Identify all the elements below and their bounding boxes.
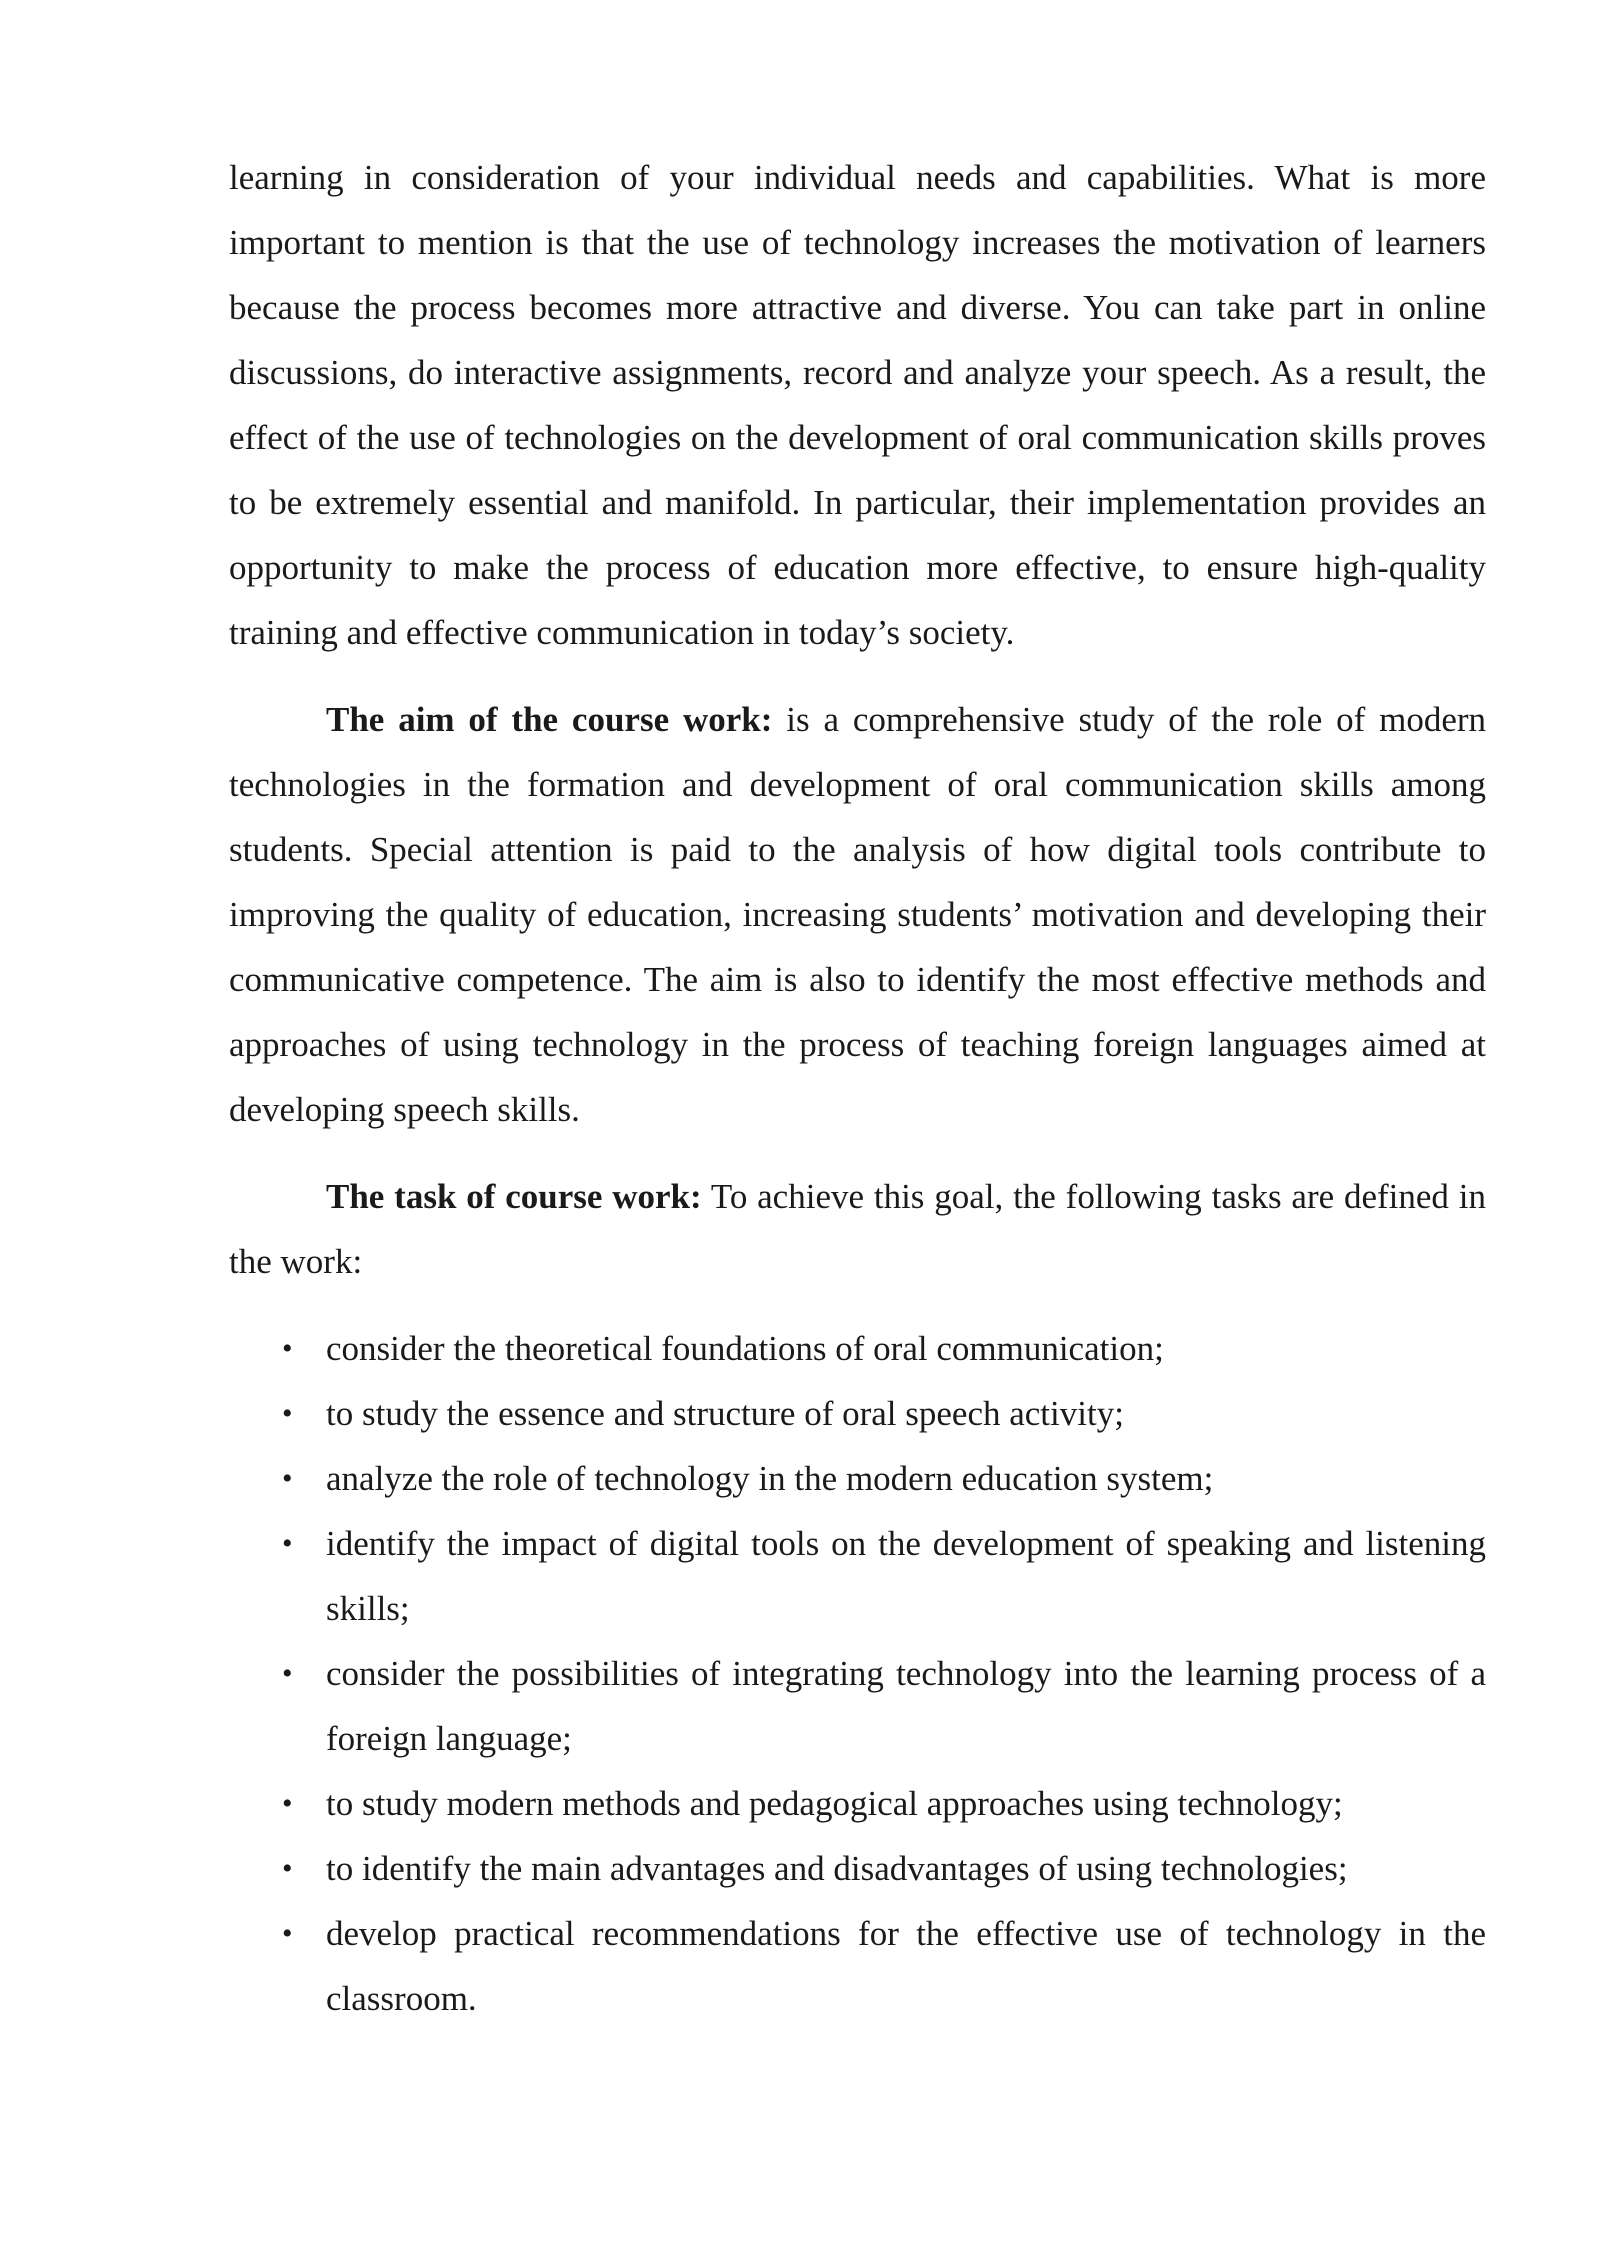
list-item xyxy=(229,1316,1486,1381)
bullet-icon: • xyxy=(282,1657,293,1690)
list-item xyxy=(229,1836,1486,1901)
task-heading: The task of course work: xyxy=(326,1177,702,1216)
list-item xyxy=(229,1641,1486,1771)
list-item-text: to study modern methods and pedagogical approaches using technology; xyxy=(326,1784,1343,1823)
list-item-text: to identify the main advantages and disadvantages of using technologies; xyxy=(326,1849,1348,1888)
list-item-text: develop practical recommendations for the effective use of technology in the classroom. xyxy=(326,1914,1486,2018)
bullet-icon: • xyxy=(282,1852,293,1885)
bullet-icon: • xyxy=(282,1527,293,1560)
task-text: To achieve this goal, the following tasks are defined in the work: xyxy=(229,1177,1486,1281)
bullet-icon: • xyxy=(282,1787,293,1820)
task-paragraph xyxy=(229,1164,1486,1294)
list-item xyxy=(229,1446,1486,1511)
aim-paragraph xyxy=(229,687,1486,1142)
document-page xyxy=(229,145,1486,2031)
aim-heading: The aim of the course work: xyxy=(326,700,773,739)
list-item-text: identify the impact of digital tools on the development of speaking and listening skills; xyxy=(326,1524,1486,1628)
list-item-text: consider the possibilities of integrating technology into the learning process of a foreign language; xyxy=(326,1654,1486,1758)
list-item-text: consider the theoretical foundations of oral communication; xyxy=(326,1329,1164,1368)
bullet-icon: • xyxy=(282,1332,293,1365)
bullet-icon: • xyxy=(282,1462,293,1495)
bullet-icon: • xyxy=(282,1917,293,1950)
list-item xyxy=(229,1381,1486,1446)
tasks-list xyxy=(229,1316,1486,2031)
list-item xyxy=(229,1771,1486,1836)
list-item-text: analyze the role of technology in the modern education system; xyxy=(326,1459,1214,1498)
list-item xyxy=(229,1511,1486,1641)
intro-paragraph: learning in consideration of your individual needs and capabilities. What is more important to mention is that the use of technology increases the motivation of learners because the process becomes more attractive and diverse. You can take part in online discussions, do interactive assignments, record and analyze your speech. As a result, the effect of the use of technologies on the development of oral communication skills proves to be extremely essential and manifold. In particular, their implementation provides an opportunity to make the process of education more effective, to ensure high-quality training and effective communication in today’s society. xyxy=(229,158,1486,652)
bullet-icon: • xyxy=(282,1397,293,1430)
aim-text: is a comprehensive study of the role of modern technologies in the formation and development of oral communication skills among students. Special attention is paid to the analysis of how digital tools contribute to improving the quality of education, increasing students’ motivation and developing their communicative competence. The aim is also to identify the most effective methods and approaches of using technology in the process of teaching foreign languages aimed at developing speech skills. xyxy=(229,700,1487,1129)
list-item xyxy=(229,1901,1486,2031)
list-item-text: to study the essence and structure of oral speech activity; xyxy=(326,1394,1124,1433)
